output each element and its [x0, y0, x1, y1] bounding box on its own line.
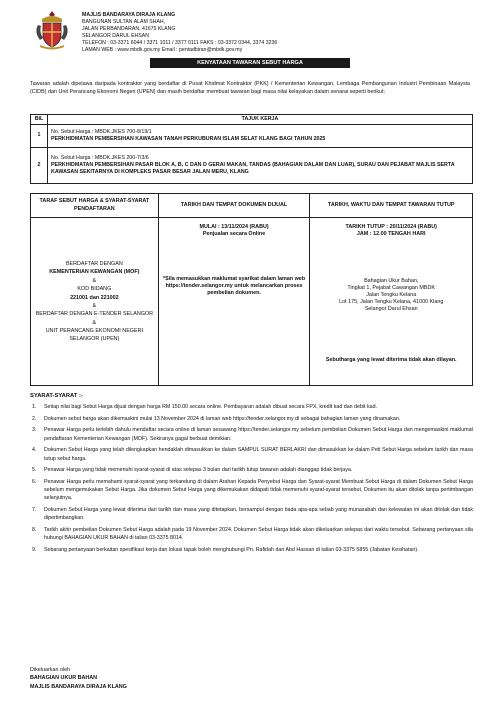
item-number: 4. — [32, 447, 37, 454]
list-item — [30, 446, 473, 462]
close-place-line: Lot 175, Jalan Tengku Kelana, 41000 Klang — [339, 299, 444, 306]
table-row — [31, 147, 473, 183]
registration-line: BERDAFTAR DENGAN E-TENDER SELANGOR — [35, 311, 153, 318]
notice-banner: KENYATAAN TAWARAN SEBUT HARGA — [150, 58, 350, 68]
late-submission-note: Sebutharga yang lewat diterima tidak akan dilayan. — [325, 357, 457, 364]
org-address-block — [82, 12, 277, 54]
contact-phone-line: TELEFON : 03-3371 6044 / 3371 1011 / 3377 0111 FAKS : 03-3372 0344, 3374 3236 — [82, 40, 278, 47]
registration-line: & — [92, 277, 97, 284]
tender-table — [30, 114, 473, 184]
tender-cell — [48, 147, 473, 183]
majlis-crest-logo — [30, 8, 74, 52]
item-number: 6. — [32, 478, 37, 485]
item-text: Sebarang pertanyaan berkaitan spesifikasi kerja dan lokasi tapak boleh menghubungi Pn. Rafidah dan Abd Hassan di talian 03-3375 5855 (Jabatan Kesihatan). — [44, 546, 419, 553]
close-place-line: Jalan Tengku Kelana — [366, 292, 417, 299]
item-number: 2. — [32, 415, 37, 422]
list-item — [30, 506, 473, 522]
tender-cell — [48, 124, 473, 147]
registration-line: KOD BIDANG — [77, 286, 112, 293]
issued-by-label: Dikeluarkan oleh — [30, 667, 71, 673]
item-text: Penawar Harga yang tidak memenuhi syarat-syarat di atas selepas 3 bulan dari tarikh tutup tawaran adalah dianggap tidak berjaya. — [44, 467, 353, 474]
item-text: Tarikh akhir pembelian Dokumen Sebut Harga adalah pada 19 November 2024. Dokumen Sebut Harga tidak akan dikeluarkan selepas dari waktu tersebut. Sebarang pertanyaan sila hubungi BAHAGIAN UKUR BAHAN di talian 03-3375 8014. — [44, 526, 473, 542]
item-number: 8. — [32, 526, 37, 533]
item-text: Setiap nilai bagi Sebut Harga dijual dengan harga RM 150.00 secara online. Pembayaran adalah dibuat secara FPX, kredit kad dan debit kad. — [44, 404, 378, 410]
item-text: Dokumen Sebut Harga yang telah dilengkapkan hendaklah dimasukkan ke dalam SAMPUL SURAT BERLAKRI dan dimasukkan ke dalam Peti Sebut Harga sebelum tarikh dan masa tutup sebut harga. — [44, 447, 473, 462]
bil-header: BIL — [31, 115, 48, 125]
details-table — [30, 193, 473, 386]
address-line: BANGUNAN SULTAN ALAM SHAH, — [82, 19, 166, 26]
tender-title: PERKHIDMATAN PEMBERSIHAN KAWASAN TANAH PERKUBURAN ISLAM SELAT KLANG BAGI TAHUN 2025 — [51, 135, 326, 142]
registration-line: KEMENTERIAN KEWANGAN (MOF) — [49, 269, 140, 276]
list-item — [30, 546, 473, 554]
tender-ref: No. Sebut Harga : MBDK.JKES 200-7/3/6 — [51, 155, 149, 162]
item-text: Dokumen Sebut Harga yang lewat diterima dari tarikh dan masa yang ditetapkan, bersampul dengan tiada apa-apa sebab yang munasabah dan kelewatan ini akan ditolak dan tidak dipertimbangkan. — [44, 507, 473, 522]
registration-line: 221001 dan 221002 — [70, 294, 119, 301]
registration-header: TARAF SEBUT HARGA & SYARAT-SYARAT PENDAFTARAN — [31, 194, 159, 218]
details-row — [31, 218, 473, 386]
registration-cell — [31, 218, 159, 386]
close-place-line: Selangor Darul Ehsan — [364, 306, 418, 313]
item-text: Penawar Harga perlu terlebih dahulu mendaftar secara online di laman sesawang https://tender.selangor.my sebelum pembelian Dokumen Sebut Harga dan mengemaskini maklumat pendaftaran Kementerian Kewangan (MOF). Sekiranya gagal berbuat demikian. — [44, 427, 473, 442]
document-sale-cell — [158, 218, 310, 386]
address-line: JALAN PERBANDARAN, 41675 KLANG — [82, 26, 176, 33]
document-sale-header: TARIKH DAN TEMPAT DOKUMEN DIJUAL — [158, 194, 310, 218]
conditions-title: SYARAT-SYARAT :- — [30, 393, 83, 399]
close-place-line: Tingkat 1, Pejabat Cawangan MBDK — [347, 285, 436, 292]
registration-line: & — [92, 319, 97, 326]
signature-block — [30, 666, 127, 691]
closing-cell — [310, 218, 473, 386]
item-text: Penawar Harga perlu memahami syarat-syarat yang terkandung di dalam Arahan Kepada Penyebut Harga dan Syarat-syarat Membuat Sebut Harga di dalam Dokumen Sebut Harga sebelum mengemukakan Sebut Harga. Jika dokumen Sebut Harga yang dikemukakan didapati tidak memenuhi syarat-syarat tersebut, Dokumen itu akan ditolak tanpa pertimbangan selanjutnya. — [44, 478, 473, 502]
close-time: JAM : 12.00 TENGAH HARI — [356, 231, 426, 238]
row-number: 2 — [31, 147, 48, 183]
registration-line: BERDAFTAR DENGAN — [65, 261, 123, 267]
close-date: TARIKH TUTUP : 20/11/2024 (RABU) — [345, 224, 437, 230]
registration-line: UNIT PERANCANG EKONOMI NEGERI SELANGOR (UPEN) — [45, 328, 143, 343]
sale-start-date: MULAI : 13/11/2024 (RABU) — [199, 224, 269, 230]
registration-line: & — [92, 302, 97, 309]
contact-web-line: LAMAN WEB : www.mbdk.gov.my Email : pentadbiran@mbdk.gov.my — [82, 47, 243, 54]
tender-ref: No. Sebut Harga : MBDK.JKES 700-8/19/1 — [51, 129, 152, 135]
item-number: 3. — [32, 427, 37, 434]
closing-header: TARIKH, WAKTU DAN TEMPAT TAWARAN TUTUP — [310, 194, 473, 218]
row-number: 1 — [31, 124, 48, 147]
item-number: 7. — [32, 507, 37, 514]
list-item — [30, 403, 473, 411]
item-number: 1. — [32, 404, 37, 410]
item-text: Dokumen sebut harga akan dikemaskini mulai 13 November 2024 di laman web https://tender.selangor.my di sebagai bahagian laman yang dinamakan. — [44, 415, 401, 422]
sale-mode: Penjualan secara Online — [202, 231, 266, 238]
org-name: MAJLIS BANDARAYA DIRAJA KLANG — [82, 12, 176, 18]
list-item — [30, 466, 473, 474]
item-number: 5. — [32, 467, 37, 474]
tender-table-header — [31, 115, 473, 125]
details-table-header — [31, 194, 473, 218]
table-row — [31, 124, 473, 147]
list-item — [30, 426, 473, 442]
tajuk-kerja-header: TAJUK KERJA — [48, 115, 473, 125]
issuing-council: MAJLIS BANDARAYA DIRAJA KLANG — [30, 683, 127, 690]
conditions-list — [30, 403, 473, 558]
sale-note: *Sila memasukkan maklumat syarikat dalam laman web https://tender.selangor.my untuk melancarkan proses pembelian dokumen. — [163, 276, 306, 297]
tender-title: PERKHIDMATAN PEMBERSIHAN PASAR BLOK A, B, C DAN D GERAI MAKAN, TANDAS (BAHAGIAN DALAM DAN LUAR), SURAU DAN PEJABAT MAJLIS SERTA KAWASAN SEKITARNYA DI KOMPLEKS PASAR BESAR JALAN MERU, KLANG — [51, 161, 455, 175]
list-item — [30, 478, 473, 503]
intro-paragraph: Tawaran adalah dipelawa daripada kontraktor yang berdaftar di Pusat Khidmat Kontraktor (PKK) / Kementerian Kewangan, Lembaga Pembangunan Industri Pembinaan Malaysia (CIDB) dan Unit Perancang Ekonomi Negeri (UPEN) dan masih berdaftar membuat tawaran bagi masa nilai kelayakan dalam senarai seperti berikut: — [30, 81, 470, 95]
list-item — [30, 415, 473, 423]
list-item — [30, 526, 473, 542]
close-place-line: Bahagian Ukur Bahan, — [364, 278, 419, 285]
item-number: 9. — [32, 546, 37, 553]
address-line: SELANGOR DARUL EHSAN — [82, 33, 149, 40]
issuing-department: BAHAGIAN UKUR BAHAN — [30, 675, 98, 682]
